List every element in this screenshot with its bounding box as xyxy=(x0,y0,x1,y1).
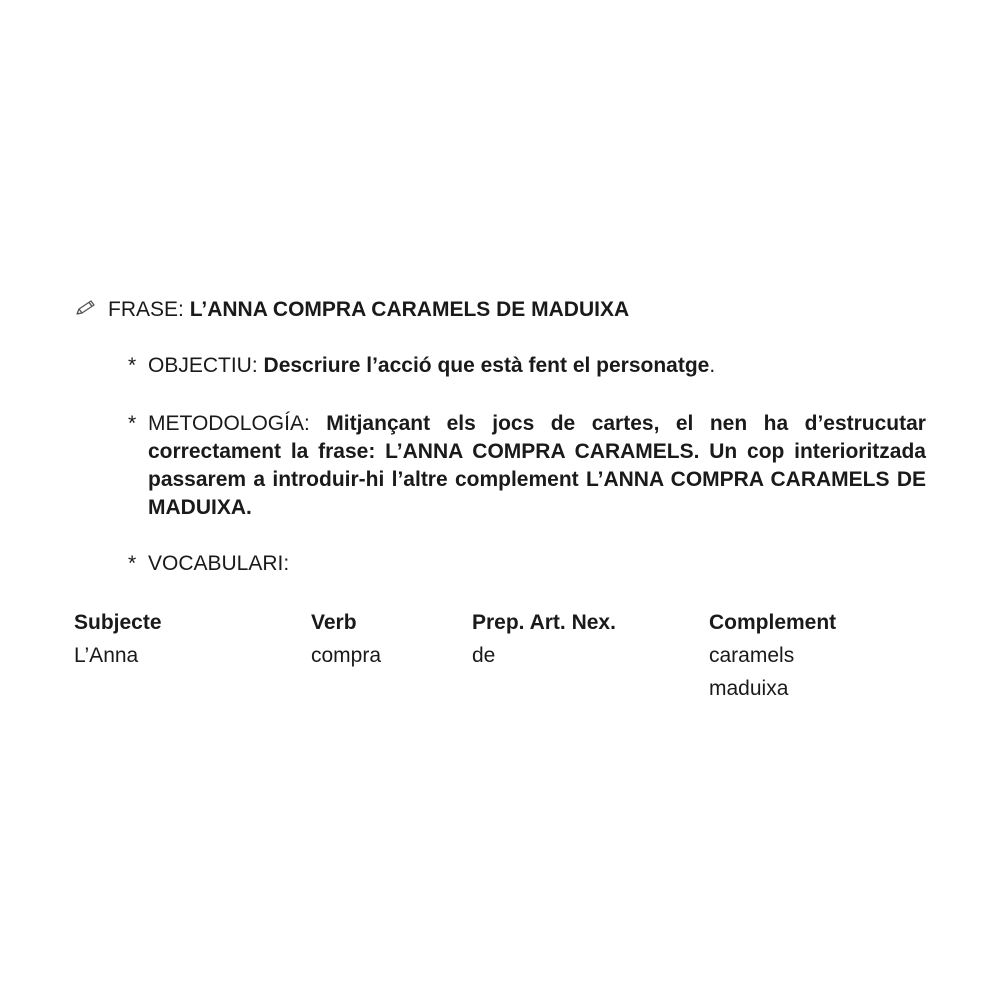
vocab-word: compra xyxy=(311,644,382,667)
vocab-column-prep xyxy=(472,606,616,672)
frase-label: FRASE: xyxy=(108,298,184,321)
metodologia-label: METODOLOGÍA: xyxy=(148,412,310,435)
metodologia-text: Mitjançant els jocs de cartes, el nen ha d’estrucutar correctament la frase: L’ANNA COMPRA CARAMELS. Un cop interioritzada passarem a introduir-hi l’altre complement L’ANNA COMPRA CARAMELS DE MADUIXA. xyxy=(148,412,926,519)
objectiu-label: OBJECTIU: xyxy=(148,354,258,377)
objectiu-text: Descriure l’acció que està fent el personatge xyxy=(263,354,710,377)
vocabulari-item xyxy=(128,550,926,578)
vocab-word: de xyxy=(472,644,496,667)
objectiu-item xyxy=(128,352,926,380)
vocab-word: L’Anna xyxy=(74,644,139,667)
vocab-word: caramels xyxy=(709,644,795,667)
vocab-column-complement xyxy=(709,606,836,705)
column-header: Subjecte xyxy=(74,611,162,634)
vocab-column-subjecte xyxy=(74,606,162,672)
objectiu-end: . xyxy=(709,354,716,377)
frase-line xyxy=(74,296,629,324)
column-header: Verb xyxy=(311,611,357,634)
bullet-star: * xyxy=(128,412,137,435)
column-header: Complement xyxy=(709,611,837,634)
vocabulari-label: VOCABULARI: xyxy=(148,552,290,575)
frase-sentence: L’ANNA COMPRA CARAMELS DE MADUIXA xyxy=(189,298,630,321)
vocab-word: maduixa xyxy=(709,677,789,700)
column-header: Prep. Art. Nex. xyxy=(472,611,616,634)
vocab-column-verb xyxy=(311,606,381,672)
pencil-icon xyxy=(74,298,98,318)
metodologia-item xyxy=(128,410,926,522)
bullet-star: * xyxy=(128,552,137,575)
bullet-star: * xyxy=(128,354,137,377)
